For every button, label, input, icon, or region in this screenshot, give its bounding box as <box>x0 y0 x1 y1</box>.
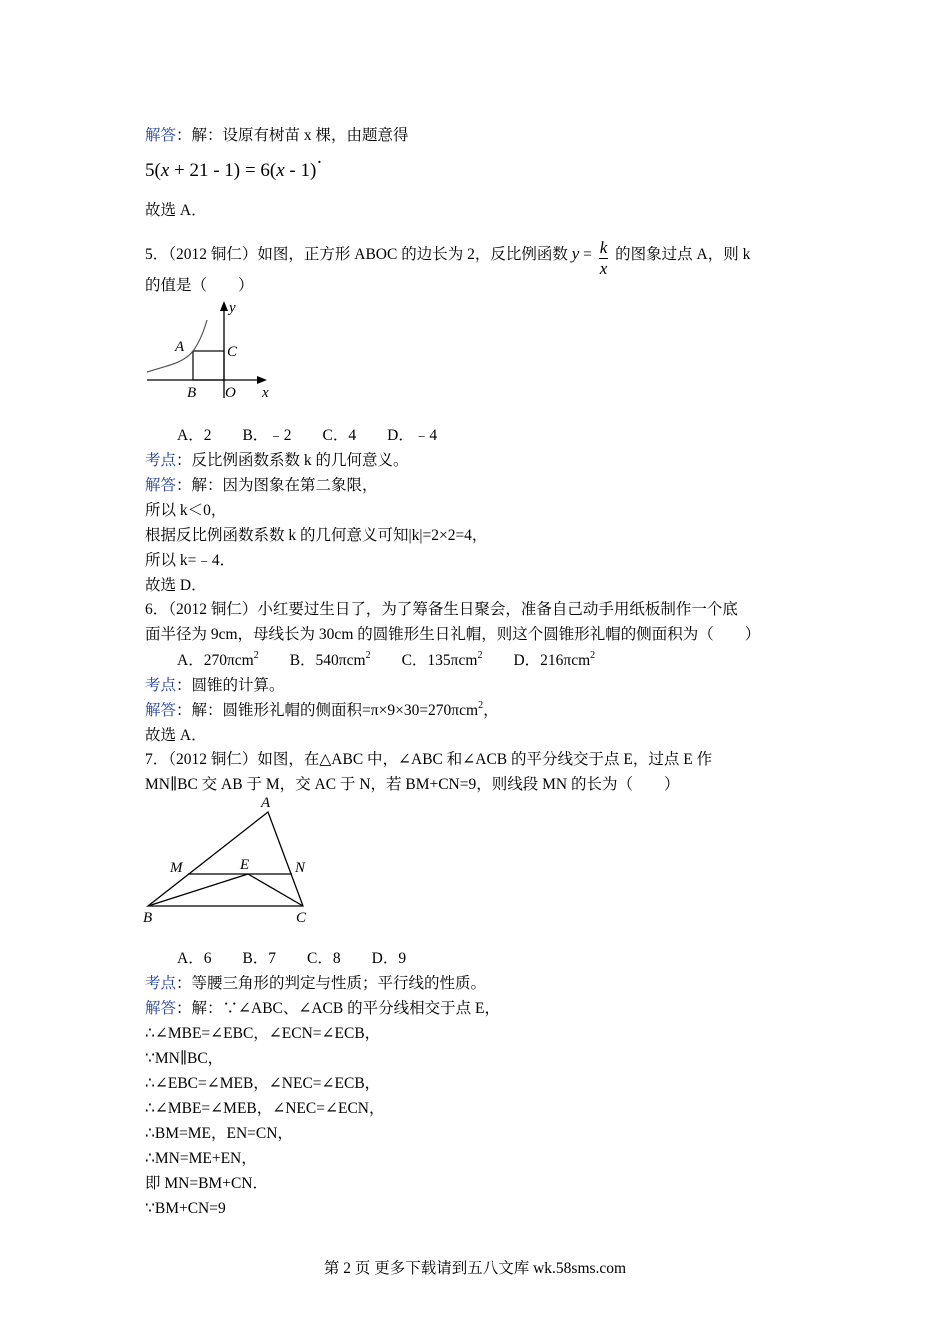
superscript: 2 <box>365 650 371 661</box>
q6-options <box>177 651 595 671</box>
eq-dot: · <box>316 152 323 173</box>
eq-var: x <box>276 160 285 181</box>
frac-den: x <box>599 259 608 278</box>
choice-line: 故选 A． <box>145 202 207 219</box>
equation <box>145 152 323 182</box>
option-b: B．540πcm <box>258 652 366 669</box>
q6-jieda <box>145 701 499 721</box>
segment-be <box>148 874 248 906</box>
kaodian-text: ：等腰三角形的判定与性质；平行线的性质。 <box>176 975 487 992</box>
answer-line <box>145 126 409 146</box>
solution-line: 故选 A． <box>145 727 207 744</box>
q7-kaodian <box>145 974 486 994</box>
kaodian-text: ：圆锥的计算。 <box>176 677 285 694</box>
q7-jieda <box>145 999 500 1019</box>
solution-line: ∴∠MBE=∠EBC，∠ECN=∠ECB， <box>145 1025 381 1042</box>
superscript: 2 <box>477 650 483 661</box>
kaodian-label: 考点 <box>145 452 177 469</box>
y-axis-arrow <box>220 301 228 311</box>
solution-line: 故选 D． <box>145 577 207 594</box>
q5-text: 的图象过点 A，则 k <box>611 246 751 263</box>
label-c: C <box>296 910 307 926</box>
question-6-line2: 面半径为 9cm，母线长为 30cm 的圆锥形生日礼帽，则这个圆锥形礼帽的侧面积为（ ） <box>145 626 761 643</box>
jieda-label: 解答 <box>145 477 177 494</box>
q6-kaodian <box>145 676 285 696</box>
q5-eq: = <box>579 246 596 263</box>
option-d: D．216πcm <box>482 652 591 669</box>
label-o: O <box>225 385 236 401</box>
jieda-end: ， <box>483 702 499 719</box>
jieda-label: 解答 <box>145 1000 177 1017</box>
solution-line: ∵BM+CN=9 <box>145 1200 226 1217</box>
solution-line: 即 MN=BM+CN． <box>145 1175 268 1192</box>
q5-options: A．2 B．﹣2 C．4 D．﹣4 <box>177 427 438 444</box>
solution-line: 根据反比例函数系数 k 的几何意义可知|k|=2×2=4， <box>145 527 488 544</box>
label-c: C <box>227 344 238 360</box>
solution-line: ∴∠EBC=∠MEB，∠NEC=∠ECB， <box>145 1075 381 1092</box>
solution-line: ∴∠MBE=∠MEB，∠NEC=∠ECN， <box>145 1100 385 1117</box>
kaodian-text: ：反比例函数系数 k 的几何意义。 <box>176 452 409 469</box>
segment-ec <box>248 874 303 906</box>
q5-text: 5．（2012 铜仁）如图，正方形 ABOC 的边长为 2，反比例函数 <box>145 246 572 263</box>
question-6-line1: 6．（2012 铜仁）小红要过生日了，为了筹备生日聚会，准备自己动手用纸板制作一个底 <box>145 601 738 618</box>
label-y: y <box>229 300 236 316</box>
answer-label: 解答 <box>145 127 177 144</box>
q5-var-y: y <box>571 244 580 263</box>
superscript: 2 <box>590 650 596 661</box>
label-e: E <box>240 857 250 873</box>
solution-line: 所以 k＜0， <box>145 502 227 519</box>
label-a: A <box>261 795 271 811</box>
question-7-line2: MN∥BC 交 AB 于 M，交 AC 于 N，若 BM+CN=9，则线段 MN 的长为（ ） <box>145 776 680 793</box>
label-a: A <box>175 339 185 355</box>
eq-part: 5( <box>145 160 161 181</box>
superscript: 2 <box>253 650 259 661</box>
fraction-k-over-x <box>599 238 609 279</box>
x-axis-arrow <box>257 376 267 384</box>
label-b: B <box>187 385 197 401</box>
eq-var: x <box>160 160 170 181</box>
square-aboc <box>193 351 224 380</box>
answer-text: ：解：设原有树苗 x 棵，由题意得 <box>176 127 409 144</box>
kaodian-label: 考点 <box>145 677 177 694</box>
solution-line: ∵MN∥BC， <box>145 1050 224 1067</box>
jieda-label: 解答 <box>145 702 177 719</box>
question-5-line1 <box>145 238 750 279</box>
frac-num: k <box>599 238 608 257</box>
option-a: A．270πcm <box>177 652 254 669</box>
figure-square-hyperbola <box>143 298 278 403</box>
label-b: B <box>143 910 153 926</box>
q7-options: A．6 B．7 C．8 D．9 <box>177 950 407 967</box>
q5-kaodian <box>145 451 409 471</box>
solution-line: 所以 k=﹣4． <box>145 552 236 569</box>
jieda-text: ：解：∵∠ABC、∠ACB 的平分线相交于点 E， <box>176 1000 500 1017</box>
figure-triangle-abc <box>140 792 320 927</box>
question-7-line1: 7．（2012 铜仁）如图，在△ABC 中，∠ABC 和∠ACB 的平分线交于点 E，过点 E 作 <box>145 751 713 768</box>
eq-part: + 21 - 1) = 6( <box>169 160 277 181</box>
label-n: N <box>295 860 306 876</box>
option-c: C．135πcm <box>370 652 478 669</box>
label-m: M <box>170 860 183 876</box>
jieda-text: ：解：圆锥形礼帽的侧面积=π×9×30=270πcm <box>176 702 479 719</box>
solution-line: ∴MN=ME+EN， <box>145 1150 257 1167</box>
solution-line: ∴BM=ME，EN=CN， <box>145 1125 293 1142</box>
q5-jieda <box>145 476 378 496</box>
jieda-text: ：解：因为图象在第二象限， <box>176 477 378 494</box>
label-x: x <box>262 385 269 401</box>
page-footer: 第 2 页 更多下载请到五八文库 wk.58sms.com <box>323 1260 627 1277</box>
kaodian-label: 考点 <box>145 975 177 992</box>
eq-part: - 1) <box>284 160 317 181</box>
superscript: 2 <box>478 700 484 711</box>
question-5-line2: 的值是（ ） <box>145 277 254 294</box>
